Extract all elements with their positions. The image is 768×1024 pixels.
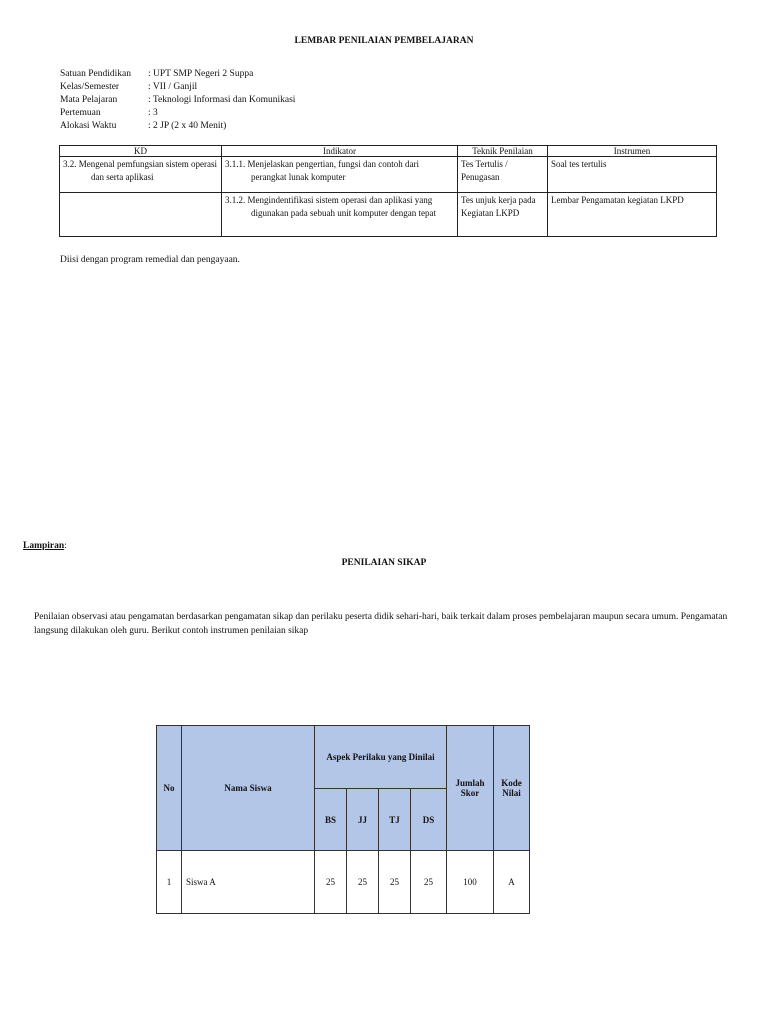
- info-value: : 3: [148, 108, 158, 118]
- info-label: Satuan Pendidikan: [60, 69, 131, 79]
- indikator-cell: 3.1.2. Mengindentifikasi sistem operasi dan aplikasi yang digunakan pada sebuah unit komputer dengan tepat: [222, 193, 458, 237]
- header-aspect: TJ: [379, 789, 411, 851]
- info-label: Pertemuan: [60, 108, 101, 118]
- info-value: : 2 JP (2 x 40 Menit): [148, 121, 227, 131]
- header-total: Jumlah Skor: [447, 726, 494, 851]
- kd-cell: [60, 193, 222, 237]
- row-no: 1: [157, 851, 182, 914]
- instrumen-cell: Soal tes tertulis: [548, 157, 717, 193]
- instrumen-cell: Lembar Pengamatan kegiatan LKPD: [548, 193, 717, 237]
- row-total: 100: [447, 851, 494, 914]
- info-row: [60, 68, 253, 81]
- info-row: [60, 120, 226, 133]
- header-aspect: JJ: [347, 789, 379, 851]
- table-header-row: [157, 726, 530, 789]
- header-aspect: BS: [315, 789, 347, 851]
- kd-cell: 3.2. Mengenal pemfungsian sistem operasi dan serta aplikasi: [60, 157, 222, 193]
- attitude-title: PENILAIAN SIKAP: [341, 558, 427, 568]
- teknik-cell: Tes Tertulis / Penugasan: [458, 157, 548, 193]
- info-value: : Teknologi Informasi dan Komunikasi: [148, 95, 296, 105]
- indikator-cell: 3.1.1. Menjelaskan pengertian, fungsi dan contoh dari perangkat lunak komputer: [222, 157, 458, 193]
- row-score: 25: [379, 851, 411, 914]
- header-aspect-group: Aspek Perilaku yang Dinilai: [315, 726, 447, 789]
- info-label: Alokasi Waktu: [60, 121, 117, 131]
- info-label: Mata Pelajaran: [60, 95, 118, 105]
- row-code: A: [494, 851, 530, 914]
- assessment-table: [59, 145, 717, 237]
- info-label: Kelas/Semester: [60, 82, 120, 92]
- info-row: [60, 81, 197, 94]
- header-indikator: Indikator: [222, 146, 458, 157]
- table-row: [60, 193, 717, 237]
- row-score: 25: [411, 851, 447, 914]
- header-code: Kode Nilai: [494, 726, 530, 851]
- table-row: [157, 851, 530, 914]
- row-name: Siswa A: [182, 851, 315, 914]
- header-teknik: Teknik Penilaian: [458, 146, 548, 157]
- attachment-label: Lampiran: [23, 541, 65, 551]
- teknik-cell: Tes unjuk kerja pada Kegiatan LKPD: [458, 193, 548, 237]
- table-header-row: [60, 146, 717, 157]
- attachment-label-line: [23, 541, 67, 551]
- header-kd: KD: [60, 146, 222, 157]
- info-value: : VII / Ganjil: [148, 82, 198, 92]
- table-row: [60, 157, 717, 193]
- header-instrumen: Instrumen: [548, 146, 717, 157]
- info-row: [60, 94, 295, 107]
- attitude-paragraph: Penilaian observasi atau pengamatan berdasarkan pengamatan sikap dan perilaku peserta didik sehari-hari, baik terkait dalam proses pembelajaran maupun secara umum. Pengamatan langsung dilakukan oleh guru. Berikut contoh instrumen penilaian sikap: [34, 612, 728, 636]
- info-value: : UPT SMP Negeri 2 Suppa: [148, 69, 254, 79]
- row-score: 25: [347, 851, 379, 914]
- remedial-note: Diisi dengan program remedial dan pengayaan.: [60, 255, 240, 265]
- attachment-colon: :: [64, 541, 67, 551]
- header-aspect: DS: [411, 789, 447, 851]
- info-row: [60, 107, 158, 120]
- header-name: Nama Siswa: [182, 726, 315, 851]
- attitude-table: [156, 725, 530, 914]
- row-score: 25: [315, 851, 347, 914]
- header-no: No: [157, 726, 182, 851]
- page-title: LEMBAR PENILAIAN PEMBELAJARAN: [294, 36, 474, 46]
